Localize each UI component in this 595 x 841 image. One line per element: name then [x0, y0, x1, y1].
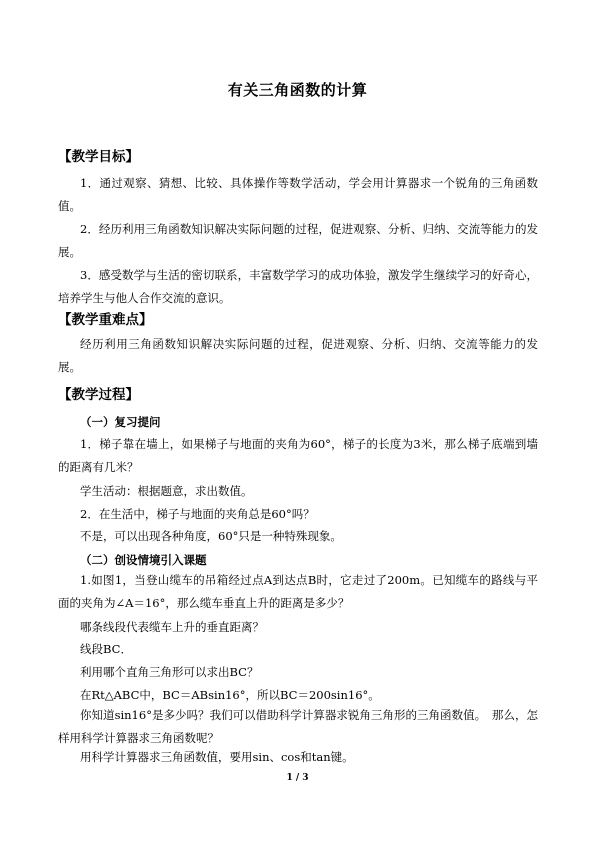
review-question-1: 1．梯子靠在墙上，如果梯子与地面的夹角为60°，梯子的长度为3米，那么梯子底端到墙的距离有几米？	[58, 437, 538, 474]
intro-line-5: 用科学计算器求三角函数值，要用sin、cos和tan键。	[80, 750, 354, 764]
goal-item-3: 3．感受数学与生活的密切联系，丰富数学学习的成功体验，激发学生继续学习的好奇心，培养学生与他人合作交流的意识。	[58, 268, 538, 305]
review-question-2: 2．在生活中，梯子与地面的夹角总是60°吗？	[80, 507, 315, 521]
review-answer-2: 不是，可以出现各种角度，60°只是一种特殊现象。	[80, 529, 342, 543]
goal-item-2: 2．经历利用三角函数知识解决实际问题的过程，促进观察、分析、归纳、交流等能力的发展。	[58, 222, 538, 259]
intro-paragraph-1: 1.如图1，当登山缆车的吊箱经过点A到达点B时，它走过了200m。已知缆车的路线与平面的夹角为∠A＝16°，那么缆车垂直上升的距离是多少？	[58, 573, 538, 610]
section-heading-goals: 【教学目标】	[58, 149, 139, 165]
intro-line-2: 线段BC．	[80, 642, 132, 656]
review-answer-1: 学生活动：根据题意，求出数值。	[80, 484, 253, 498]
section-heading-key-points: 【教学重难点】	[58, 312, 153, 328]
subsection-intro-title: （二）创设情境引入课题	[80, 553, 207, 567]
section-heading-process: 【教学过程】	[58, 387, 139, 403]
intro-line-4: 在Rt△ABC中，BC＝ABsin16°，所以BC＝200sin16°。	[80, 688, 380, 702]
intro-paragraph-2: 你知道sin16°是多少吗？我们可以借助科学计算器求锐角三角形的三角函数值。 那么，怎样用科学计算器求三角函数呢？	[58, 708, 538, 745]
intro-line-3: 利用哪个直角三角形可以求出BC？	[80, 665, 259, 679]
subsection-review-title: （一）复习提问	[80, 415, 161, 429]
goal-item-1: 1．通过观察、猜想、比较、具体操作等数学活动，学会用计算器求一个锐角的三角函数值。	[58, 176, 538, 213]
key-points-text: 经历利用三角函数知识解决实际问题的过程，促进观察、分析、归纳、交流等能力的发展。	[58, 337, 538, 374]
intro-line-1: 哪条线段代表缆车上升的垂直距离？	[80, 620, 264, 634]
document-title: 有关三角函数的计算	[227, 81, 368, 99]
page-number: 1 / 3	[286, 773, 309, 783]
